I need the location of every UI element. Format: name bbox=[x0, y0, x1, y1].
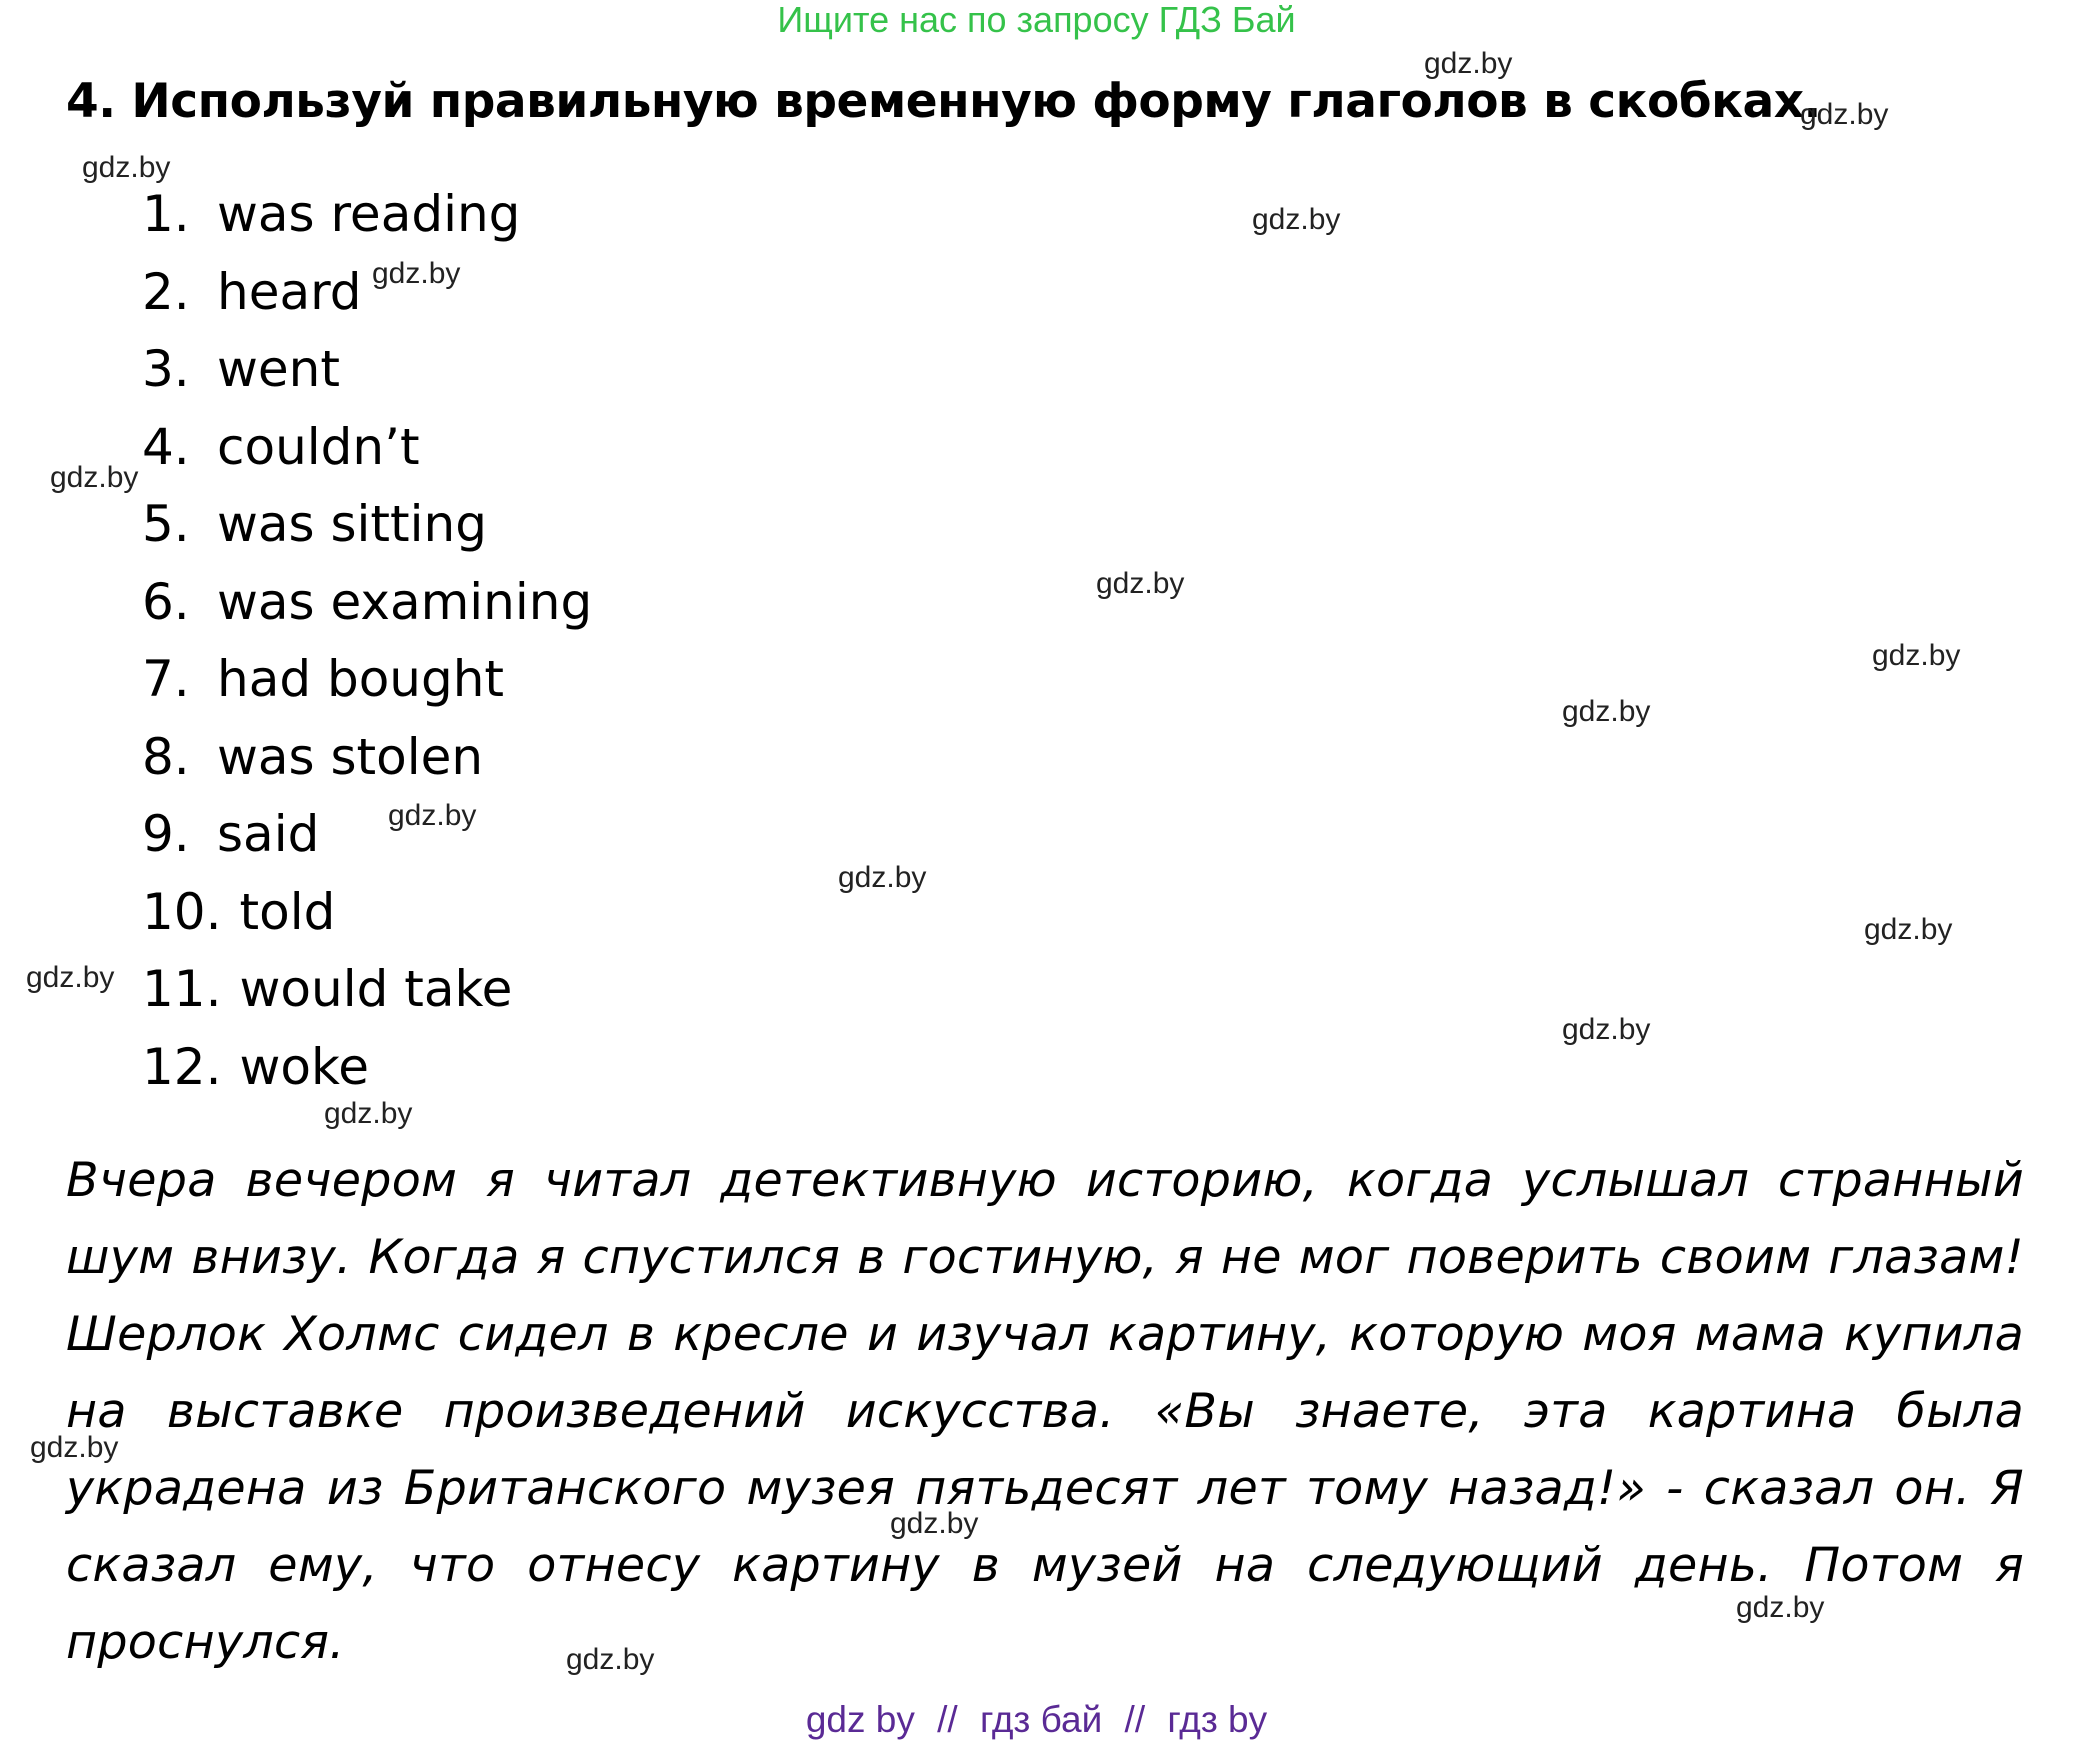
task-heading: 4. Используй правильную временную форму глаголов в скобках. bbox=[66, 74, 1821, 129]
answer-number: 4. bbox=[142, 417, 190, 476]
answer-number: 10. bbox=[142, 882, 222, 941]
answer-number: 3. bbox=[142, 340, 190, 398]
watermark: gdz.by bbox=[1562, 1013, 1651, 1046]
answer-number: 7. bbox=[142, 650, 190, 708]
footer-link-gdz-bai[interactable]: гдз бай bbox=[980, 1699, 1103, 1740]
watermark: gdz.by bbox=[1800, 98, 1889, 131]
answer-text: was examining bbox=[217, 572, 593, 631]
answer-list bbox=[142, 182, 592, 1112]
search-banner: Ищите нас по запросу ГДЗ Бай bbox=[777, 0, 1296, 40]
answer-item bbox=[142, 647, 592, 725]
watermark: gdz.by bbox=[838, 861, 927, 894]
answer-number: 1. bbox=[142, 185, 190, 243]
answer-item bbox=[142, 570, 592, 648]
answer-text: was stolen bbox=[217, 727, 484, 786]
answer-number: 11. bbox=[142, 960, 222, 1018]
footer-link-gdz-by[interactable]: gdz by bbox=[805, 1699, 915, 1740]
answer-text: couldn’t bbox=[217, 417, 420, 476]
translation-paragraph: Вчера вечером я читал детективную историю, когда услышал странный шум внизу. Когда я спустился в гостиную, я не мог поверить своим глазам! Шерлок Холмс сидел в кресле и изучал картину, которую моя мама купила на выставке произведений искусства. «Вы знаете, эта картина была украдена из Британского музея пятьдесят лет тому назад!» - сказал он. Я сказал ему, что отнесу картину в музей на следующий день. Потом я проснулся. bbox=[66, 1153, 2024, 1670]
answer-text: would take bbox=[239, 960, 513, 1018]
answer-number: 6. bbox=[142, 572, 190, 631]
answer-number: 5. bbox=[142, 495, 190, 553]
answer-item bbox=[142, 415, 592, 493]
answer-number: 8. bbox=[142, 727, 190, 786]
watermark: gdz.by bbox=[26, 961, 115, 994]
answer-text: woke bbox=[239, 1037, 369, 1096]
answer-item bbox=[142, 799, 592, 880]
answer-text: said bbox=[217, 805, 320, 863]
answer-item bbox=[142, 725, 592, 803]
answer-item bbox=[142, 880, 592, 958]
watermark: gdz.by bbox=[1736, 1591, 1825, 1624]
answer-item bbox=[142, 957, 592, 1035]
footer-separator: // bbox=[937, 1699, 958, 1740]
answer-text: was sitting bbox=[217, 495, 487, 553]
watermark: gdz.by bbox=[30, 1431, 119, 1464]
answer-item bbox=[142, 337, 592, 415]
answer-item bbox=[142, 492, 592, 570]
watermark: gdz.by bbox=[82, 151, 171, 184]
answer-item bbox=[142, 182, 592, 260]
answer-number: 9. bbox=[142, 805, 190, 863]
watermark: gdz.by bbox=[1872, 639, 1961, 672]
answer-text: had bought bbox=[217, 650, 505, 708]
watermark: gdz.by bbox=[1864, 913, 1953, 946]
footer-link-gdz-by-cyr[interactable]: гдз by bbox=[1167, 1699, 1268, 1740]
watermark: gdz.by bbox=[1096, 567, 1185, 600]
watermark: gdz.by bbox=[1252, 203, 1341, 236]
answer-item bbox=[142, 257, 592, 338]
footer-separator: // bbox=[1124, 1699, 1146, 1740]
watermark: gdz.by bbox=[372, 257, 461, 290]
watermark: gdz.by bbox=[388, 799, 477, 832]
watermark: gdz.by bbox=[50, 461, 139, 494]
watermark: gdz.by bbox=[890, 1507, 979, 1540]
answer-text: went bbox=[217, 340, 340, 398]
answer-text: heard bbox=[217, 262, 362, 321]
footer-links bbox=[0, 1700, 2073, 1740]
watermark: gdz.by bbox=[1424, 47, 1513, 80]
watermark: gdz.by bbox=[1562, 695, 1651, 728]
answer-text: was reading bbox=[217, 185, 521, 243]
answer-number: 2. bbox=[142, 262, 190, 321]
watermark: gdz.by bbox=[324, 1097, 413, 1130]
answer-text: told bbox=[239, 882, 336, 941]
watermark: gdz.by bbox=[566, 1643, 655, 1676]
answer-number: 12. bbox=[142, 1037, 222, 1096]
